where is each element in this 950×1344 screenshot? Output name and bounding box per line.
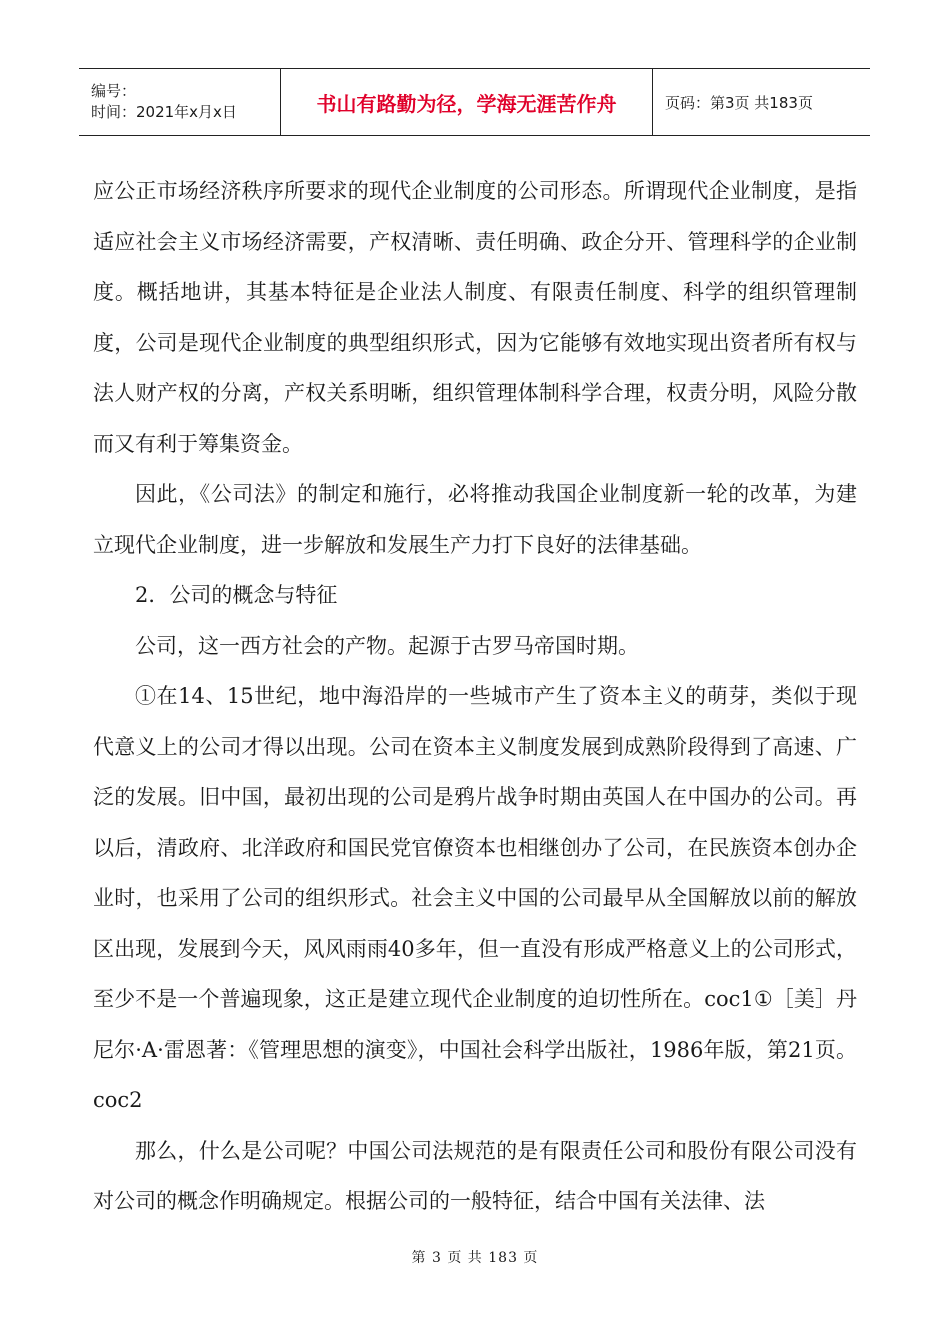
body-paragraph: 公司，这一西方社会的产物。起源于古罗马帝国时期。 xyxy=(135,633,639,658)
document-number-label: 编号： xyxy=(91,82,137,100)
document-time-label: 时间：2021年x月x日 xyxy=(91,103,237,121)
body-paragraph: 应公正市场经济秩序所要求的现代企业制度的公司形态。所谓现代企业制度，是指适应社会主义市场经济需要，产权清晰、责任明确、政企分开、管理科学的企业制度。概括地讲，其基本特征是企业法人制度、有限责任制度、科学的组织管理制度，公司是现代企业制度的典型组织形式，因为它能够有效地实现出资者所有权与法人财产权的分离，产权关系明晰，组织管理体制科学合理，权责分明，风险分散而又有利于筹集资金。 xyxy=(93,179,857,456)
header-page-label: 页码：第3页 共183页 xyxy=(665,93,813,112)
header-meta xyxy=(79,69,281,135)
page-footer: 第 3 页 共 183 页 xyxy=(411,1250,539,1266)
body-paragraph: 因此，《公司法》的制定和施行，必将推动我国企业制度新一轮的改革，为建立现代企业制度，进一步解放和发展生产力打下良好的法律基础。 xyxy=(93,482,857,557)
header-motto: 书山有路勤为径，学海无涯苦作舟 xyxy=(281,69,653,135)
document-body xyxy=(93,166,857,1227)
page-header xyxy=(79,68,870,136)
section-heading: 2．公司的概念与特征 xyxy=(135,583,338,607)
body-paragraph: ①在14、15世纪，地中海沿岸的一些城市产生了资本主义的萌芽，类似于现代意义上的公司才得以出现。公司在资本主义制度发展到成熟阶段得到了高速、广泛的发展。旧中国，最初出现的公司是鸦片战争时期由英国人在中国办的公司。再以后，清政府、北洋政府和国民党官僚资本也相继创办了公司，在民族资本创办企业时，也采用了公司的组织形式。社会主义中国的公司最早从全国解放以前的解放区出现，发展到今天，风风雨雨40多年，但一直没有形成严格意义上的公司形式，至少不是一个普遍现象，这正是建立现代企业制度的迫切性所在。coc1①［美］丹尼尔·A·雷恩著：《管理思想的演变》，中国社会科学出版社，1986年版，第21页。coc2 xyxy=(93,684,857,1112)
body-paragraph: 那么，什么是公司呢？中国公司法规范的是有限责任公司和股份有限公司没有对公司的概念作明确规定。根据公司的一般特征，结合中国有关法律、法 xyxy=(93,1138,857,1213)
